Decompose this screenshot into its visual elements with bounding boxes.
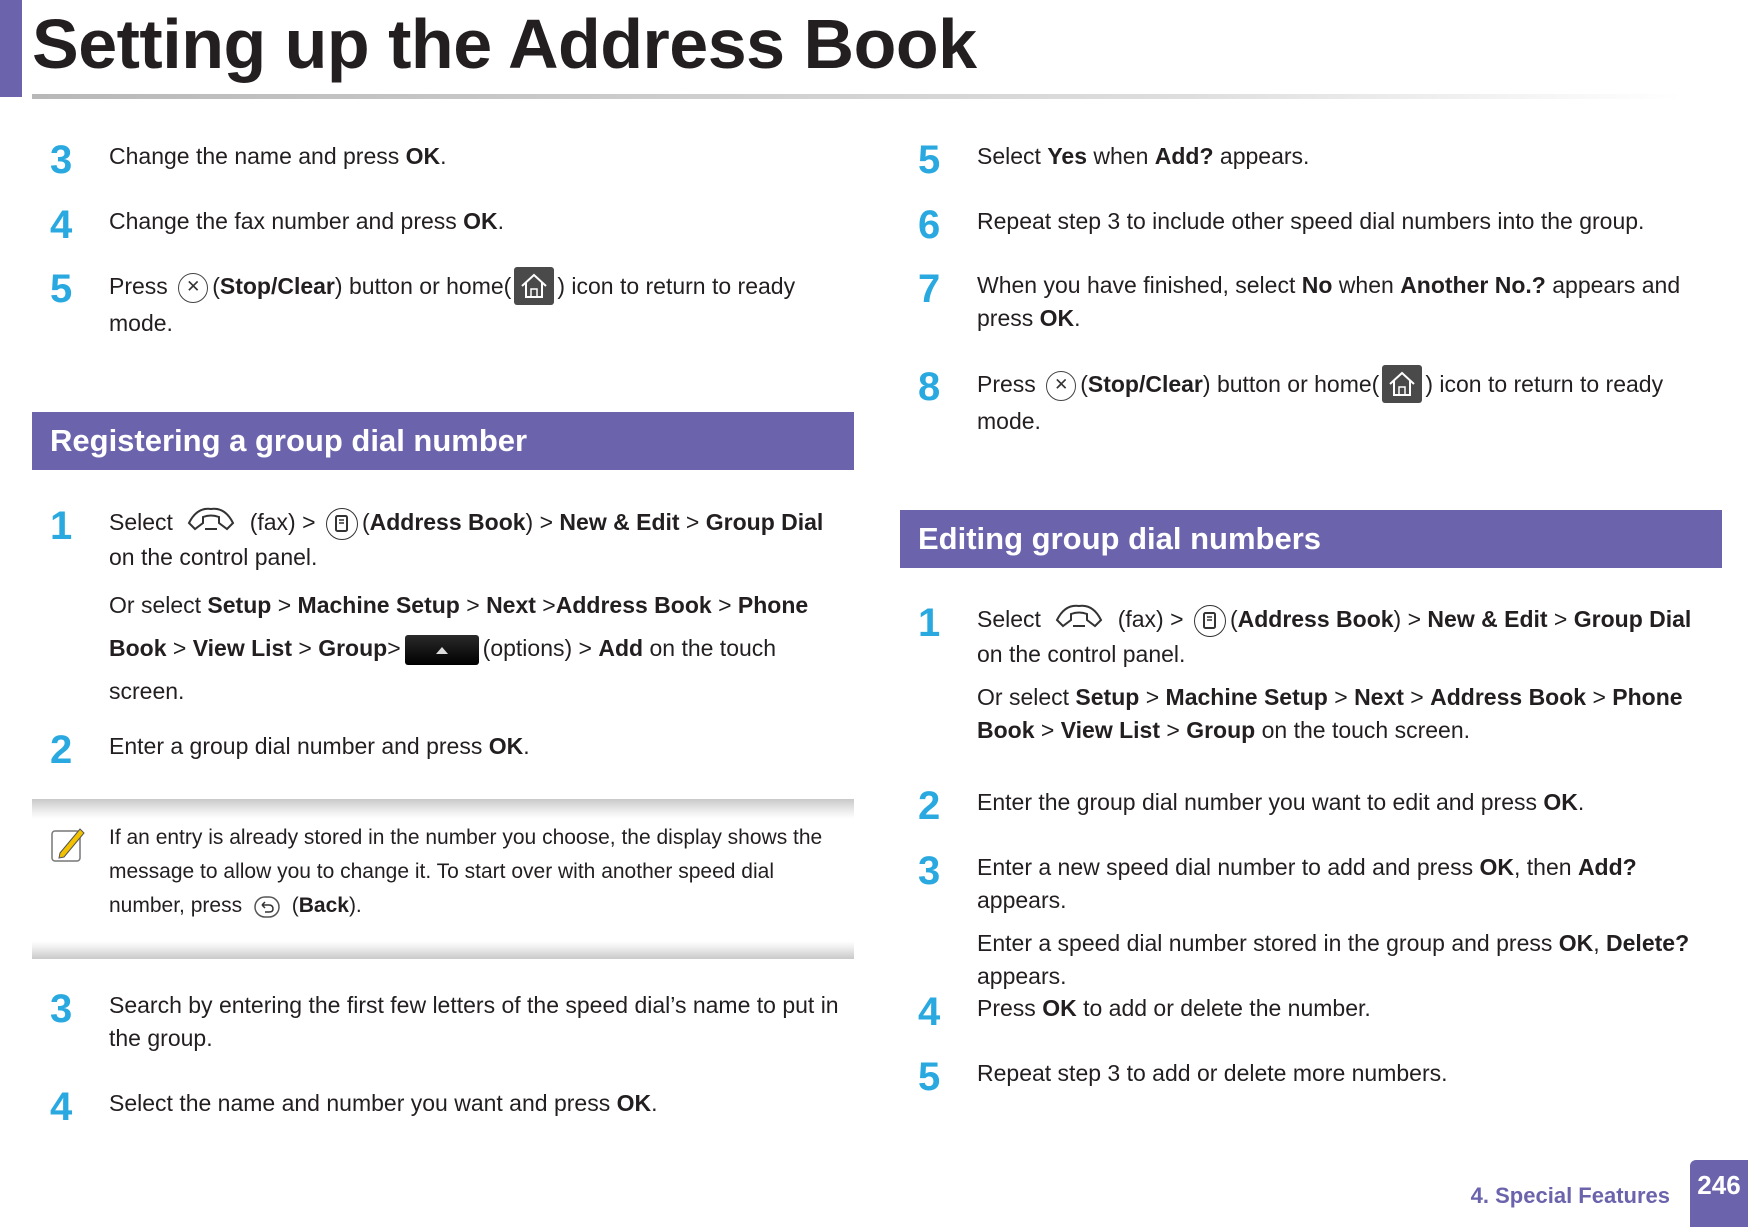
step-text: Change the name and press OK.	[109, 143, 447, 169]
note-top-rule	[32, 799, 854, 819]
step-number: 5	[50, 267, 73, 311]
step-number: 1	[50, 504, 73, 548]
step-number: 2	[918, 784, 941, 828]
note-box	[32, 799, 854, 959]
step-text: Repeat step 3 to add or delete more numbers.	[977, 1060, 1448, 1086]
note-pencil-icon	[50, 825, 86, 865]
fax-icon	[1051, 600, 1107, 634]
step-text: Select (fax) > (Address Book) > New & Edit > Group Dial on the control panel. Or select Setup > Machine Setup > Next > Address Book > Phone Book > View List > Group on the touch screen.	[977, 603, 1722, 747]
home-icon	[1382, 365, 1422, 403]
stop-clear-icon: ✕	[178, 273, 208, 303]
step-text: Enter a new speed dial number to add and press OK, then Add? appears. Enter a speed dial number stored in the group and press OK, Delete? appears.	[977, 854, 1690, 989]
step-text: Repeat step 3 to include other speed dial numbers into the group.	[977, 208, 1645, 234]
step-number: 2	[50, 728, 73, 772]
section-banner-register-group: Registering a group dial number	[32, 412, 854, 470]
step-text: Search by entering the first few letters of the speed dial’s name to put in the group.	[109, 992, 839, 1051]
step-number: 5	[918, 1055, 941, 1099]
step-text: Enter the group dial number you want to edit and press OK.	[977, 789, 1585, 815]
note-text: If an entry is already stored in the number you choose, the display shows the message to allow you to change it. To start over with another speed dial number, press (Back).	[109, 826, 823, 917]
back-icon	[254, 895, 280, 917]
step-text: Select the name and number you want and press OK.	[109, 1090, 658, 1116]
step-number: 3	[918, 849, 941, 893]
left-column	[32, 0, 854, 1227]
step-text: Press OK to add or delete the number.	[977, 995, 1371, 1021]
note-bottom-rule	[32, 941, 854, 959]
step-text: Select (fax) > (Address Book) > New & Edit > Group Dial on the control panel. Or select Setup > Machine Setup > Next >Address Book > Phone Book > View List > Group> (options) > Add on the touch screen.	[109, 506, 854, 713]
page-title: Setting up the Address Book	[32, 5, 977, 83]
step-number: 4	[918, 990, 941, 1034]
step-number: 8	[918, 365, 941, 409]
page-number: 246	[1690, 1160, 1748, 1227]
address-book-icon	[1194, 605, 1226, 637]
step-text: When you have finished, select No when Another No.? appears and press OK.	[977, 272, 1681, 331]
step-text: Select Yes when Add? appears.	[977, 143, 1310, 169]
step-number: 3	[50, 987, 73, 1031]
step-number: 5	[918, 138, 941, 182]
step-number: 6	[918, 203, 941, 247]
address-book-icon	[326, 508, 358, 540]
step-text: Press ✕ (Stop/Clear) button or home( ) icon to return to ready mode.	[109, 269, 854, 340]
step-number: 3	[50, 138, 73, 182]
step-number: 7	[918, 267, 941, 311]
options-icon	[405, 635, 479, 665]
step-text: Change the fax number and press OK.	[109, 208, 505, 234]
step-text: Enter a group dial number and press OK.	[109, 733, 530, 759]
step-number: 4	[50, 203, 73, 247]
step-number: 1	[918, 601, 941, 645]
title-accent-bar	[0, 0, 22, 97]
fax-icon	[183, 503, 239, 537]
home-icon	[514, 267, 554, 305]
stop-clear-icon: ✕	[1046, 371, 1076, 401]
right-column	[900, 0, 1722, 1227]
footer-section-label: 4. Special Features	[1470, 1183, 1670, 1208]
step-number: 4	[50, 1085, 73, 1129]
step-text: Press ✕ (Stop/Clear) button or home( ) icon to return to ready mode.	[977, 367, 1722, 438]
section-banner-edit-group: Editing group dial numbers	[900, 510, 1722, 568]
